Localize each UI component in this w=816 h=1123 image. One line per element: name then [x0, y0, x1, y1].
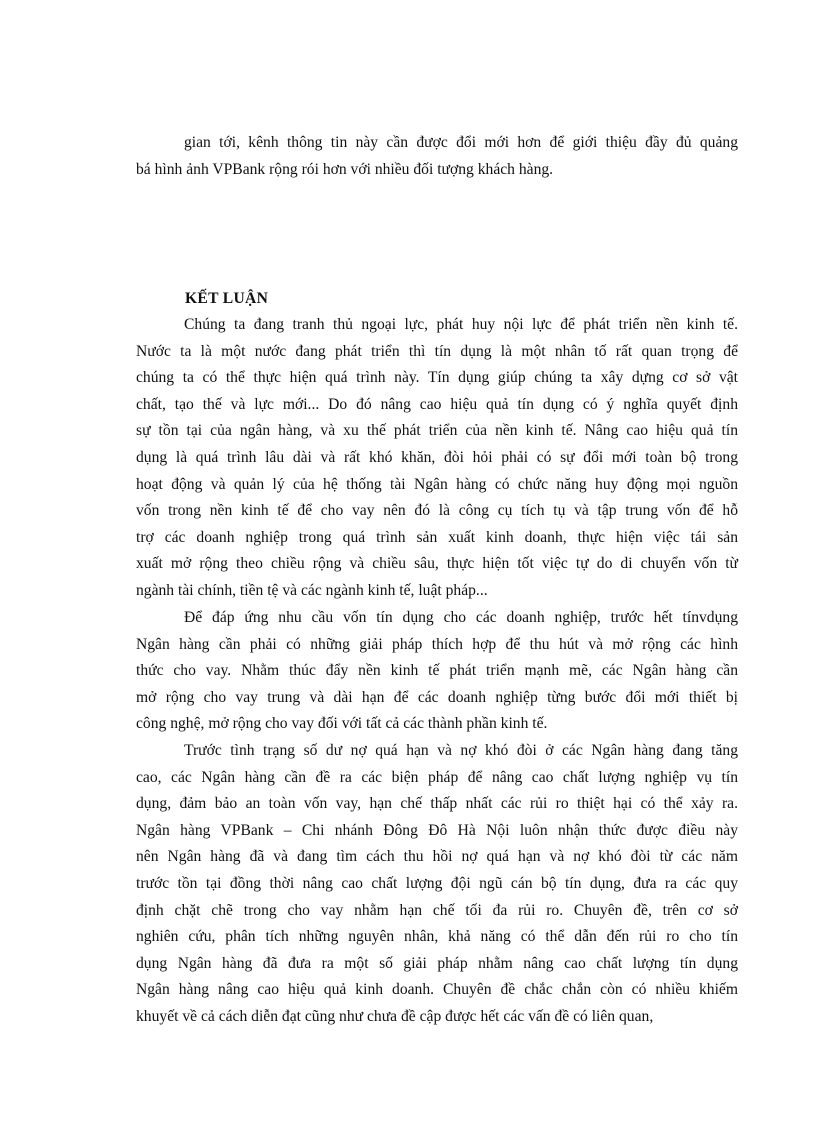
text-line: cao, các Ngân hàng cần đề ra các biện pháp để nâng cao chất lượng nghiệp vụ tín — [136, 768, 738, 786]
text-line: nên Ngân hàng đã và đang tìm cách thu hồi nợ quá hạn và nợ khó đòi từ các năm — [136, 848, 738, 866]
text-line: Ngân hàng nâng cao hiệu quả kinh doanh. Chuyên đề chắc chắn còn có nhiều khiếm — [136, 981, 738, 999]
text-line: bá hình ảnh VPBank rộng rói hơn với nhiều đối tượng khách hàng. — [136, 160, 554, 178]
text-line: nghiên cứu, phân tích những nguyên nhân, khả năng có thể dẫn đến rủi ro cho tín — [136, 928, 738, 946]
text-line: chúng ta có thể thực hiện quá trình này. Tín dụng giúp chúng ta xây dựng cơ sở vật — [136, 369, 738, 387]
text-line: Để đáp ứng nhu cầu vốn tín dụng cho các doanh nghiệp, trước hết tínvdụng — [184, 609, 738, 626]
text-line: hoạt động và quản lý của hệ thống tài Ngân hàng có chức năng huy động mọi nguồn — [136, 475, 738, 493]
text-line: gian tới, kênh thông tin này cần được đổi mới hơn để giới thiệu đầy đủ quảng — [184, 134, 738, 151]
text-line: trợ các doanh nghiệp trong quá trình sản xuất kinh doanh, thực hiện việc tái sản — [136, 528, 738, 546]
paragraph-1 — [136, 312, 738, 605]
text-line: Chúng ta đang tranh thủ ngoại lực, phát huy nội lực để phát triển nền kinh tế. — [184, 316, 738, 333]
text-line: khuyết về cả cách diễn đạt cũng như chưa đề cập được hết các vấn đề có liên quan, — [136, 1007, 654, 1025]
text-line: Nước ta là một nước đang phát triển thì tín dụng là một nhân tố rất quan trọng để — [136, 342, 738, 360]
text-line: định chặt chẽ trong cho vay nhằm hạn chế tối đa rủi ro. Chuyên đề, trên cơ sở — [136, 901, 738, 919]
text-line: thức cho vay. Nhằm thúc đẩy nền kinh tế phát triển mạnh mẽ, các Ngân hàng cần — [136, 662, 738, 680]
text-line: Ngân hàng VPBank – Chi nhánh Đông Đô Hà Nội luôn nhận thức được điều này — [136, 821, 738, 839]
paragraph-2 — [136, 605, 738, 738]
text-line: dụng Ngân hàng đã đưa ra một số giải pháp nhằm nâng cao chất lượng tín dụng — [136, 954, 738, 972]
text-line: vốn trong nền kinh tế để cho vay nên đó là công cụ tích tụ và tập trung vốn để hỗ — [136, 502, 738, 520]
text-line: dụng, đảm bảo an toàn vốn vay, hạn chế thấp nhất các rủi ro thiệt hại có thể xảy ra. — [136, 795, 738, 813]
text-line: ngành tài chính, tiền tệ và các ngành kinh tế, luật pháp... — [136, 581, 488, 599]
text-line: sự tồn tại của ngân hàng, và xu thế phát triển của nền kinh tế. Nâng cao hiệu quả tín — [136, 422, 738, 440]
text-line: mở rộng cho vay trung và dài hạn để các doanh nghiệp từng bước đổi mới thiết bị — [136, 688, 738, 706]
text-line: trước tồn tại đồng thời nâng cao chất lượng đội ngũ cán bộ tín dụng, đưa ra các quy — [136, 874, 738, 892]
text-line: chất, tạo thế và lực mới... Do đó nâng cao hiệu quả tín dụng có ý nghĩa quyết định — [136, 395, 738, 413]
text-line: dụng là quá trình lâu dài và rất khó khăn, đòi hỏi phải có sự đổi mới toàn bộ trong — [136, 448, 738, 466]
intro-paragraph — [136, 130, 738, 183]
paragraph-3 — [136, 738, 738, 1031]
text-line: Trước tình trạng số dư nợ quá hạn và nợ khó đòi ở các Ngân hàng đang tăng — [184, 742, 738, 759]
text-line: xuất mở rộng theo chiều rộng và chiều sâu, thực hiện tốt việc tự do di chuyển vốn từ — [136, 555, 738, 573]
section-heading: KẾT LUẬN — [185, 290, 269, 307]
text-line: Ngân hàng cần phải có những giải pháp thích hợp để thu hút và mở rộng các hình — [136, 635, 738, 653]
text-line: công nghệ, mở rộng cho vay đối với tất cả các thành phần kinh tế. — [136, 715, 548, 733]
